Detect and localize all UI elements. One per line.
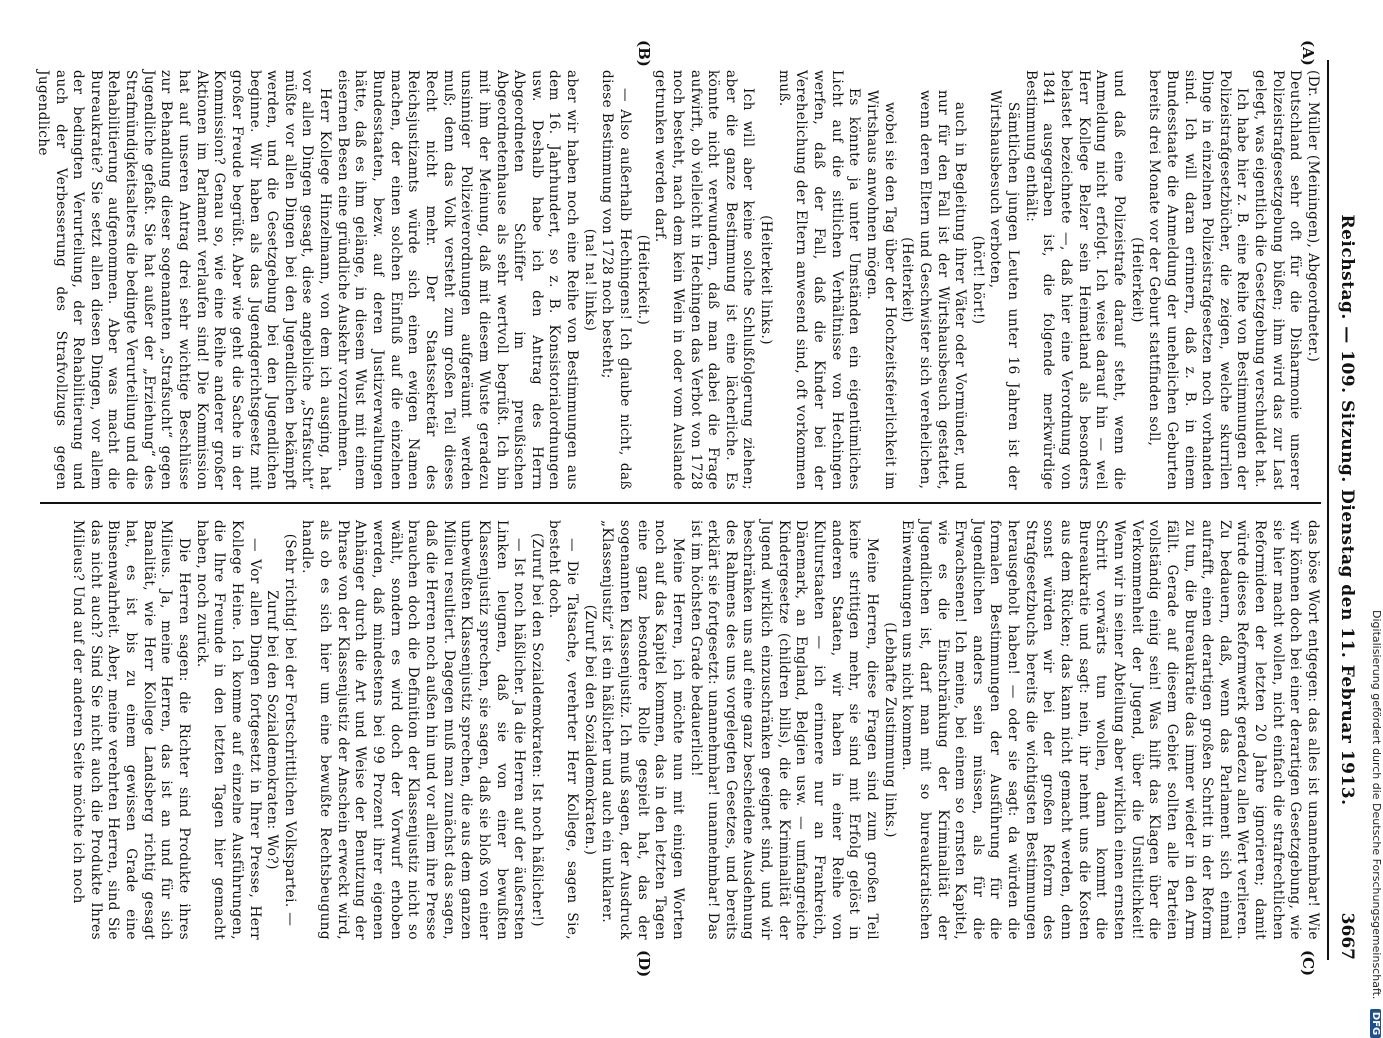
- paragraph: Sämtlichen jungen Leuten unter 16 Jahren ist der Wirtshausbesuch verboten,: [987, 90, 1022, 490]
- margin-marker-d: (D): [635, 950, 653, 978]
- digitization-credit: [1370, 610, 1383, 1036]
- paragraph: Meine Herren, diese Fragen sind zum großen Teil keine strittigen mehr, sie sind mit Erfolg gelöst in anderen Staaten, wir haben in einer Reihe von Kulturstaaten — ich erinnere nur an Frankreich, Dänemark, an England, Belgien usw. — umfangreiche Kindergesetze (children bills), die die Kriminalität der Jugend wirklich einzuschränken geeignet sind, und wir beschränken uns auf eine ganz bescheidene Ausdehnung des Rahmens des uns vorgelegten Gesetzes, und bereits erklärt sie fortgesetzt: unannehmbar! unannehmbar! Das ist im höchsten Grade bedauerlich!: [687, 520, 880, 940]
- page-header: [1333, 60, 1357, 960]
- header-rule: [1327, 60, 1329, 960]
- dfg-logo: DFG: [1370, 1009, 1381, 1038]
- paragraph: Ich will aber keine solche Schlußfolgerung ziehen; aber die ganze Bestimmung ist eine lächerliche. Es könnte nicht verwundern, daß man dabei die Frage aufwirft, ob vielleicht in Hechingen das Verbot von 1728 noch besteht, nach dem kein Wein in oder vom Auslande getrunken werden darf.: [652, 70, 757, 490]
- paragraph: (hört! hört!): [969, 235, 986, 325]
- page-number: 3667: [1337, 912, 1357, 960]
- paragraph: (Zuruf bei den Sozialdemokraten: Ist noch häßlicher!): [528, 533, 545, 927]
- paragraph: wobei sie den Tag über der Hochzeitsfeierlichkeit im Wirtshaus anwohnen mögen.: [863, 90, 898, 490]
- credit-text: Digitalisierung gefördert durch die Deutsche Forschungsgemeinschaft.: [1370, 610, 1383, 1000]
- paragraph: — Die Tatsache, verehrter Herr Kollege, sagen Sie, besteht doch.: [546, 520, 581, 940]
- paragraph: (Heiterkeit.): [634, 234, 651, 326]
- paragraph: (Heiterkeit): [899, 237, 916, 323]
- paragraph: Herr Kollege Hinzelmann, von dem ich ausging, hat vor allen Dingen gesagt, diese angebliche „Strafsucht“ müßte vor allen Dingen bei den Jugendlichen bekämpft werden, und die Gesetzgebung bei den Jugendlichen beginne. Wir haben als das Jugendgerichtsgesetz mit großer Freude begrüßt. Aber wie geht die Sache in der Kommission? Genau so, wie eine Reihe anderer großer Aktionen im Parlament verlaufen sind! Die Kommission hat auf unseren Antrag drei sehr wichtige Beschlüsse zur Behandlung dieser sogenannten „Strafsucht“ gegen Jugendliche gefaßt. Sie hat außer der „Erziehung“ des Strafmündigkeitsalters die bedingte Verurteilung und die Rehabilitierung aufgenommen. Aber was macht die Bureaukratie? Sie setzt allen diesen Dingen, vor allem der bedingten Verurteilung, der Rehabilitierung und auch der Verbesserung des Strafvollzugs gegen Jugendliche: [34, 70, 334, 490]
- paragraph: Es könnte ja unter Umständen ein eigentümliches Licht auf die sittlichen Verhältnisse von Hechingen werfen, daß der Fall, daß die Kinder bei der Verehelichung der Eltern anwesend sind, oft vorkommen muß.: [775, 70, 863, 490]
- paragraph: aber wir haben noch eine Reihe von Bestimmungen aus dem 16. Jahrhundert, so z. B. Konsistorialordnungen usw. Deshalb habe ich den Antrag des Herrn Abgeordneten Schiffer im preußischen Abgeordnetenhause als sehr wertvoll begrüßt. Ich bin mit ihm der Meinung, daß mit diesem Wuste geradezu unsinniger Polizeiverordnungen aufgeräumt werden muß; denn das Volk versteht zum großen Teil dieses Recht nicht mehr. Der Staatssekretär des Reichsjustizamts würde sich einen ewigen Namen machen, der einen solchen Einfluß auf die einzelnen Bundesstaaten, bezw. auf deren Justizverwaltungen hätte, daß es ihm gelänge, in diesem Wust mit einem eisernen Besen eine gründliche Auskehr vorzunehmen.: [334, 70, 581, 490]
- margin-marker-a: (A): [1299, 40, 1317, 66]
- paragraph: (Heiterkeit links.): [758, 215, 775, 345]
- paragraph: das böse Wort entgegen: das alles ist unannehmbar! Wie wir können doch bei einer derartigen Gesetzgebung, wie sie hier macht wollen, nicht einfach die strafrechtlichen Reformideen der letzten 20 Jahre ignorieren; damit würde dieses Reformwerk geradezu allen Wert verlieren. Zu bedauern, daß, wenn das Parlament sich einmal aufrafft, einen derartigen großen Schritt in der Reform zu tun, die Bureaukratie das immer wieder in den Arm fällt. Gerade auf diesem Gebiet sollten alle Parteien vollständig einig sein! Was hilft das Klagen über die Verkommenheit der Jugend, über die Unsittlichkeit! Wenn wir in seiner Abteilung aber wirklich einen ernsten Schritt vorwärts tun wollen, dann kommt die Bureaukratie und sagt: nein, ihr nehmt uns die Kosten aus dem Rücken; das kann nicht gemacht werden, denn sonst würden wir bei der großen Reform des Strafgesetzbuchs bereits die wichtigsten Bestimmungen herausgeholt haben! — oder sie sagt: da würden die formalen Bestimmungen der Ausführung für die Jugendlichen anders sein müssen, als für die Erwachsenen! Ich meine, bei einem so ernsten Kapitel, wie es die Einschränkung der Kriminalität der Jugendlichen ist, darf man mit so bureaukratischen Einwendungen uns nicht kommen.: [899, 520, 1321, 940]
- paragraph: Deutschland sehr oft für die Disharmonie unserer Polizeistrafgesetzgebung büßen; ihm wird das zur Last gelegt, was eigentlich die Gesetzgebung verschuldet hat.: [1252, 70, 1304, 490]
- paragraph: — Also außerhalb Hechingens! Ich glaube nicht, daß diese Bestimmung von 1728 noch besteht;: [599, 70, 634, 490]
- paragraph: — Ist noch häßlicher. Ja die Herren auf der äußersten Linken leugnen, daß sie von einer bewußten Klassenjustiz sprechen, sie sagen, daß sie bloß von einer unbewußten Klassenjustiz sprechen, die aus dem ganzen Milieu resultiert. Dagegen muß man zunächst das sagen, daß die Herren noch außen hin und vor allem ihre Presse brauchen doch die Definition der Klassenjustiz nicht so wählt, sondern es wird doch der Vorwurf erhoben werden, daß mindestens bei 99 Prozent ihrer eigenen Anhänger durch die Art und Weise der Benutzung der Phrase von der Klassenjustiz der Anschein erweckt wird, als ob es sich hier um eine bewußte Rechtsbeugung handle.: [299, 520, 528, 940]
- paragraph: (Lebhafte Zustimmung links.): [881, 622, 898, 838]
- left-text-column: [33, 70, 1321, 490]
- paragraph: — Vor allen Dingen fortgesetzt in Ihrer Presse, Herr Kollege Heine. Ich komme auf einzelne Ausführungen, die Ihre Freunde in den letzten Tagen hier gemacht haben, noch zurück.: [193, 520, 263, 940]
- paragraph: auch in Begleitung ihrer Väter oder Vormünder, und nur für den Fall ist der Wirtshausbesuch gestattet, wenn deren Eltern und Geschwister sich verehelichen,: [916, 90, 969, 490]
- paragraph: und daß eine Polizeistrafe darauf steht, wenn die Anmeldung nicht erfolgt. Ich weise darauf hin — weil Herr Kollege Belzer sein Heimatland als besonders belastet bezeichnete —, daß hier eine Verordnung von 1841 ausgegraben ist, die folgende merkwürdige Bestimmung enthält:: [1022, 70, 1127, 490]
- margin-marker-b: (B): [635, 40, 653, 67]
- margin-marker-c: (C): [1299, 950, 1317, 977]
- column-divider: [40, 502, 1321, 504]
- paragraph: (Dr. Müller (Meiningen), Abgeordneter.): [1305, 70, 1321, 363]
- paragraph: Ich habe hier z. B. eine Reihe von Bestimmungen der Polizeistrafgesetzbücher, die zeigen, welche skurrilen Dinge in einzelnen Polizeistrafgesetzen noch vorhanden sind. Ich will daran erinnern, daß z. B. in einem Bundesstaate die Anmeldung der unehelichen Geburten bereits drei Monate vor der Geburt stattfinden soll,: [1146, 70, 1251, 490]
- right-text-column: [69, 520, 1321, 940]
- paragraph: Meine Herren, ich möchte nun mit einigen Worten noch auf das Kapitel kommen, das in den letzten Tagen eine ganz besondere Rolle gespielt hat, das der sogenannten Klassenjustiz. Ich muß sagen, der Ausdruck „Klassenjustiz“ ist ein häßlicher und auch ein unklarer.: [599, 520, 686, 940]
- paragraph: Die Herren sagen: die Richter sind Produkte ihres Milieus. Ja, meine Herren, das ist an und für sich Banalität, wie Herr Kollege Landsberg richtig gesagt hat, es ist bis zu einem gewissen Grade eine Binsenwahrheit. Aber, meine verehrten Herren, sind Sie das nicht auch? Sind Sie nicht auch die Produkte Ihres Milieus? Und auf der anderen Seite möchte ich noch: [70, 520, 192, 940]
- paragraph: (Heiterkeit): [1128, 237, 1145, 323]
- paragraph: (na! na! links): [581, 228, 598, 332]
- paragraph: (Sehr richtig! bei der Fortschrittlichen Volkspartei. — Zuruf bei den Sozialdemokraten: Wo?): [264, 533, 298, 927]
- paragraph: (Zuruf bei den Sozialdemokraten.): [581, 604, 598, 856]
- header-title: Reichstag. — 109. Sitzung. Dienstag den 11. Februar 1913.: [1337, 214, 1357, 806]
